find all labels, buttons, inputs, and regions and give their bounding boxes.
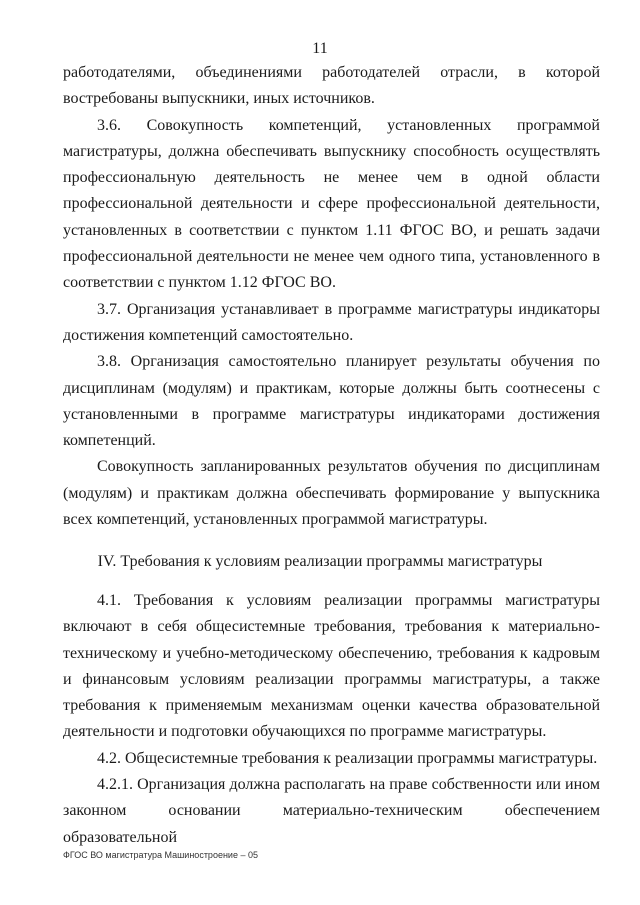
paragraph-4-2: 4.2. Общесистемные требования к реализации программы магистратуры. (97, 749, 598, 767)
page-number: 11 (312, 40, 328, 57)
paragraph-3-6: 3.6. Совокупность компетенций, установленных программой магистратуры, должна обеспечивать выпускнику способность осуществлять профессиональную деятельность не менее чем в одной области профессиональной деятельности и сфере профессиональной деятельности, установленных в соответствии с пунктом 1.11 ФГОС ВО, и решать задачи профессиональной деятельности не менее чем одного типа, установленного в соответствии с пунктом 1.12 ФГОС ВО. (63, 116, 600, 292)
body-text (63, 60, 600, 533)
page-footer: ФГОС ВО магистратура Машиностроение – 05 (63, 850, 258, 860)
paragraph-summary: Совокупность запланированных результатов обучения по дисциплинам (модулям) и практикам должна обеспечивать формирование у выпускника всех компетенций, установленных программой магистратуры. (63, 458, 600, 529)
paragraph-3-7: 3.7. Организация устанавливает в программе магистратуры индикаторы достижения компетенций самостоятельно. (63, 300, 600, 344)
section-heading: IV. Требования к условиям реализации программы магистратуры (97, 553, 543, 570)
paragraph-4-1: 4.1. Требования к условиям реализации программы магистратуры включают в себя общесистемные требования, требования к материально-техническому и учебно-методическому обеспечению, требования к кадровым и финансовым условиям реализации программы магистратуры, а также требования к применяемым механизмам оценки качества образовательной деятельности и подготовки обучающихся по программе магистратуры. (63, 592, 600, 741)
paragraph-3-8: 3.8. Организация самостоятельно планирует результаты обучения по дисциплинам (модулям) и практикам, которые должны быть соотнесены с установленными в программе магистратуры индикаторами достижения компетенций. (63, 353, 600, 450)
paragraph-4-2-1: 4.2.1. Организация должна располагать на праве собственности или ином законном основании материально-техническим обеспечением образовательной (63, 776, 600, 846)
section-body (63, 588, 600, 851)
paragraph-continuation: работодателями, объединениями работодателей отрасли, в которой востребованы выпускники, иных источников. (63, 64, 600, 108)
